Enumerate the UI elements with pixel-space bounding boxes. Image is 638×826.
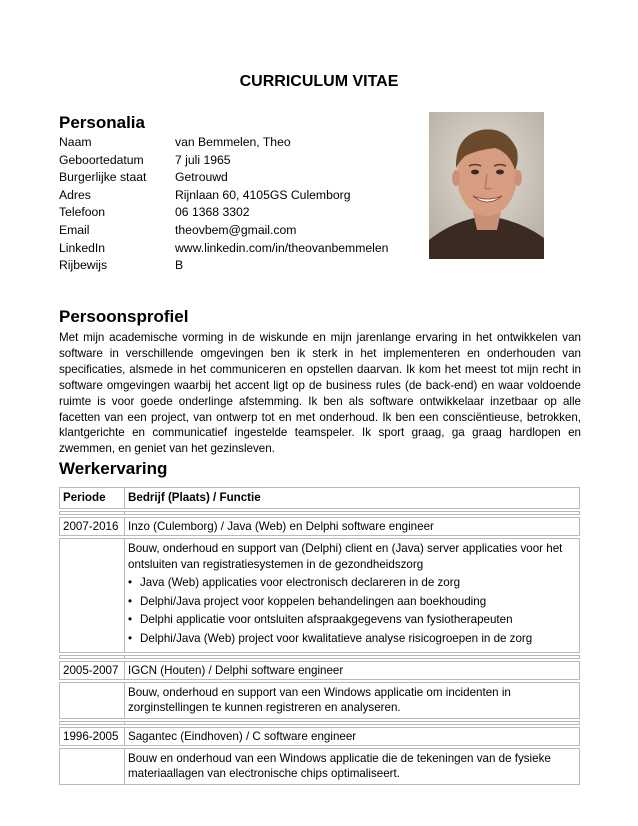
- list-item: • Java (Web) applicaties voor electronisch declareren in de zorg: [128, 575, 576, 591]
- job-bullets: [128, 575, 576, 646]
- job-role: IGCN (Houten) / Delphi software engineer: [124, 661, 580, 680]
- job-role: Sagantec (Eindhoven) / C software engineer: [124, 727, 580, 746]
- table-header-row: [59, 487, 580, 509]
- personalia-value: van Bemmelen, Theo: [175, 135, 291, 149]
- personalia-row: [59, 188, 388, 206]
- profile-text: Met mijn academische vorming in de wiskunde en mijn jarenlange ervaring in het ontwikkelen van software in verschillende omgevingen ben ik sterk in het implementeren en onderhouden van specificaties, alsmede in het communiceren en opstellen daarvan. Ik kom het meest tot mijn recht in software omgevingen waarbij het accent ligt op de business rules (de back-end) en waar voldoende ruimte is voor goede onderlinge afstemming. Ik ben als software ontwikkelaar inzetbaar op alle facetten van een project, van ontwerp tot en met onderhoud. Ik ben een consciëntieuse, betrokken, klantgerichte en communicatief ingestelde teamspeler. Ik sport graag, ga graag hardlopen en zwemmen, en geniet van het gezinsleven.: [59, 331, 581, 456]
- personalia-label: Burgerlijke staat: [59, 170, 147, 185]
- personalia-row: [59, 205, 388, 223]
- personalia-row: [59, 258, 388, 276]
- job-detail-row: [59, 682, 580, 719]
- job-period: 2005-2007: [59, 661, 124, 680]
- profile-heading: Persoonsprofiel: [59, 307, 189, 326]
- personalia-row: [59, 170, 388, 188]
- email-link[interactable]: theovbem@gmail.com: [175, 222, 297, 237]
- personalia-value: 7 juli 1965: [175, 152, 231, 167]
- personalia-row: [59, 153, 388, 171]
- profile-photo: [429, 112, 544, 259]
- personalia-label: Email: [59, 222, 90, 237]
- work-heading: Werkervaring: [59, 459, 168, 478]
- linkedin-link[interactable]: www.linkedin.com/in/theovanbemmelen: [175, 240, 389, 255]
- cv-title: CURRICULUM VITAE: [239, 73, 399, 90]
- work-table: [59, 485, 580, 787]
- job-detail-row: [59, 538, 580, 653]
- personalia-value: B: [175, 258, 184, 273]
- job-row: [59, 661, 580, 680]
- personalia-value: Rijnlaan 60, 4105GS Culemborg: [175, 187, 351, 202]
- personalia-label: Naam: [59, 135, 92, 149]
- job-period: 2007-2016: [59, 517, 124, 536]
- personalia-value: Getrouwd: [175, 170, 228, 185]
- header-period: Periode: [59, 487, 124, 509]
- job-description: Bouw, onderhoud en support van een Windows applicatie om incidenten in zorginstellingen te kunnen registreren en analyseren.: [128, 685, 511, 715]
- personalia-row: [59, 241, 388, 259]
- personalia-row: [59, 223, 388, 241]
- job-role: Inzo (Culemborg) / Java (Web) en Delphi software engineer: [124, 517, 580, 536]
- personalia-label: Rijbewijs: [59, 258, 108, 273]
- job-detail-row: [59, 748, 580, 785]
- job-row: [59, 517, 580, 536]
- personalia-label: LinkedIn: [59, 240, 106, 255]
- list-item: • Delphi applicatie voor ontsluiten afspraakgegevens van fysiotherapeuten: [128, 612, 576, 628]
- personalia-table: [59, 135, 388, 276]
- personalia-label: Telefoon: [59, 205, 106, 220]
- personalia-row: [59, 135, 388, 153]
- job-row: [59, 727, 580, 746]
- personalia-label: Adres: [59, 187, 91, 202]
- job-period: 1996-2005: [59, 727, 124, 746]
- list-item: • Delphi/Java project voor koppelen behandelingen aan boekhouding: [128, 594, 576, 610]
- list-item: • Delphi/Java (Web) project voor kwalitatieve analyse risicogroepen in de zorg: [128, 631, 576, 647]
- job-description: Bouw en onderhoud van een Windows applicatie die de tekeningen van de fysieke materiaallagen van electronische chips optimaliseert.: [128, 751, 551, 781]
- header-role: Bedrijf (Plaats) / Functie: [124, 487, 580, 509]
- personalia-heading: Personalia: [59, 113, 145, 132]
- job-description: Bouw, onderhoud en support van (Delphi) client en (Java) server applicaties voor het ontsluiten van registratiesystemen in de gezondheidszorg: [128, 542, 563, 571]
- personalia-label: Geboortedatum: [59, 152, 144, 167]
- personalia-value: 06 1368 3302: [175, 205, 250, 220]
